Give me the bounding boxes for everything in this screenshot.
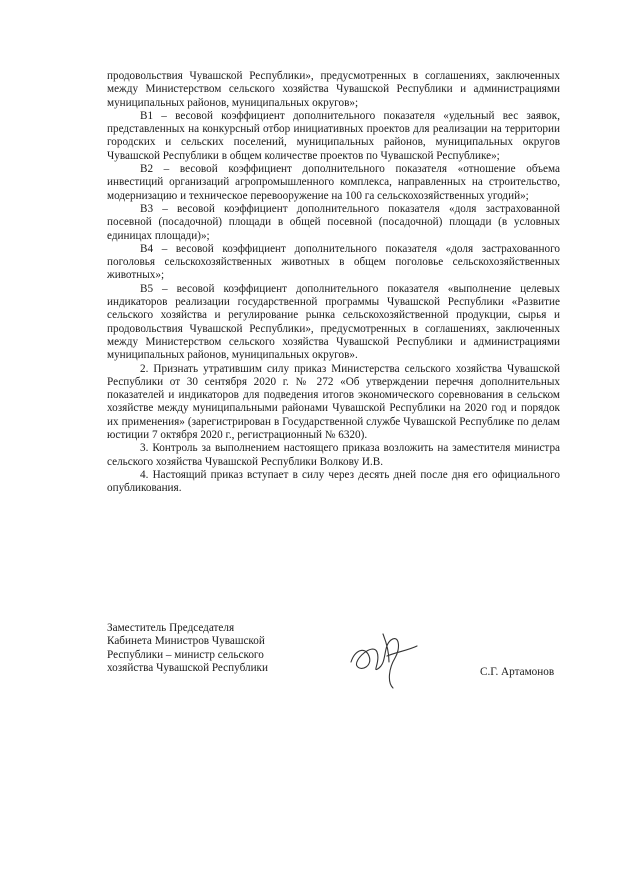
signatory-title <box>107 622 307 675</box>
paragraph-8: 3. Контроль за выполнением настоящего приказа возложить на заместителя министра сельского хозяйства Чувашской Республики Волкову И.В. <box>107 442 560 468</box>
paragraph-1: продовольствия Чувашской Республики», предусмотренных в соглашениях, заключенных между Министерством сельского хозяйства Чувашской Республики и администрациями муниципальных районов, муниципальных округов»; <box>107 70 560 109</box>
paragraph-7: 2. Признать утратившим силу приказ Министерства сельского хозяйства Чувашской Республики от 30 сентября 2020 г. № 272 «Об утверждении перечня дополнительных показателей и индикаторов для подведения итогов экономического соревнования в сельском хозяйстве между муниципальными районами Чувашской Республики на 2020 год и порядок их применения» (зарегистрирован в Государственной службе Чувашской Республике по делам юстиции 7 октября 2020 г., регистрационный № 6320). <box>107 362 560 442</box>
paragraph-9: 4. Настоящий приказ вступает в силу через десять дней после дня его официального опубликования. <box>107 468 560 495</box>
paragraph-3: В2 – весовой коэффициент дополнительного показателя «отношение объема инвестиций организаций агропромышленного комплекса, направленных на строительство, модернизацию и техническое перевооружение на 100 га сельскохозяйственных угодий»; <box>107 163 560 202</box>
signatory-title-line: Заместитель Председателя <box>107 622 235 634</box>
document-body <box>107 70 560 496</box>
signatory-title-line: Республики – министр сельского <box>107 648 264 661</box>
paragraph-2: В1 – весовой коэффициент дополнительного показателя «удельный вес заявок, представленных на конкурсный отбор инициативных проектов для реализации на территории городских и сельских поселений, муниципальных районов, муниципальных округов Чувашской Республики в общем количестве проектов по Чувашской Республике»; <box>107 109 560 162</box>
paragraph-5: В4 – весовой коэффициент дополнительного показателя «доля застрахованного поголовья сельскохозяйственных животных в общем поголовье сельскохозяйственных животных»; <box>107 242 560 282</box>
signatory-title-line: хозяйства Чувашской Республики <box>107 661 268 674</box>
signature-block <box>107 622 567 692</box>
signatory-name: С.Г. Артамонов <box>480 666 555 678</box>
paragraph-4: В3 – весовой коэффициент дополнительного показателя «доля застрахованной посевной (посадочной) площади в общей посевной (посадочной) площади (в условных единицах площади)»; <box>107 202 560 242</box>
signatory-title-line: Кабинета Министров Чувашской <box>107 635 265 648</box>
paragraph-6: В5 – весовой коэффициент дополнительного показателя «выполнение целевых индикаторов реализации государственной программы Чувашской Республики «Развитие сельского хозяйства и регулирование рынка сельскохозяйственной продукции, сырья и продовольствия Чувашской Республики», предусмотренных в соглашениях, заключенных между Министерством сельского хозяйства Чувашской Республики и администрациями муниципальных районов, муниципальных округов». <box>107 282 560 362</box>
handwritten-signature-icon <box>343 622 423 694</box>
